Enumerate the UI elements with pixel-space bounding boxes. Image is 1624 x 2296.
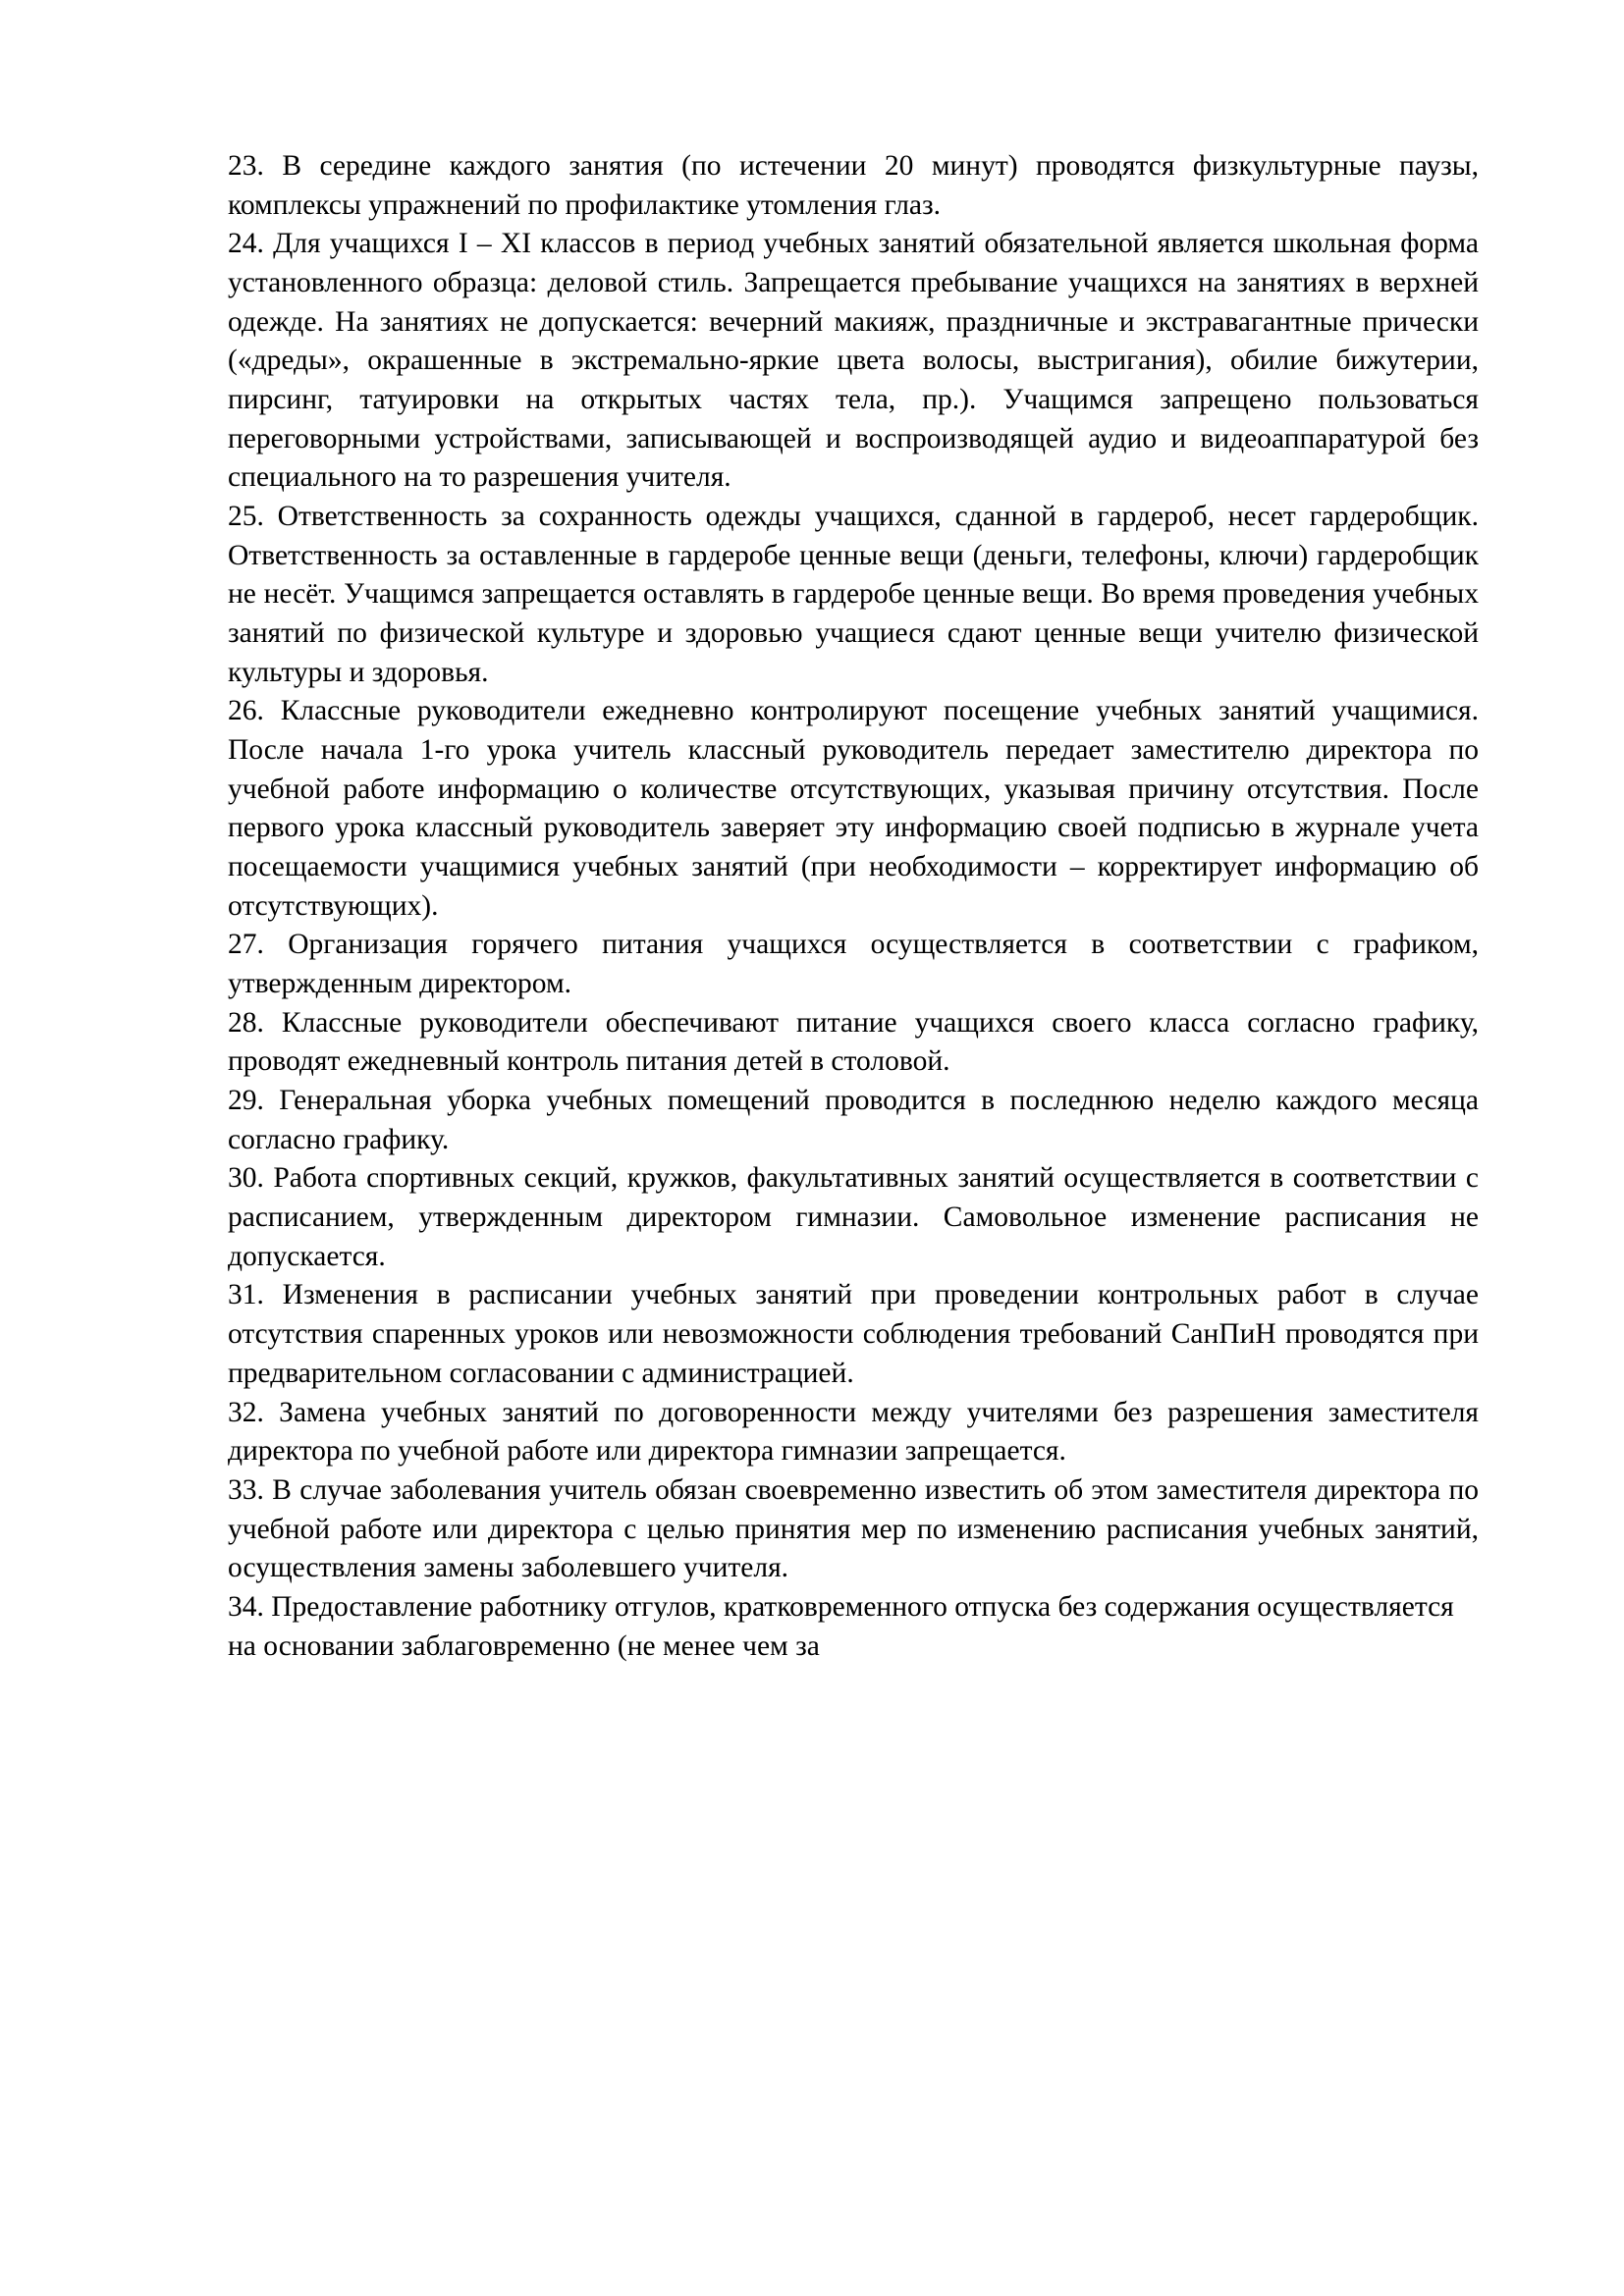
paragraph-28: 28. Классные руководители обеспечивают питание учащихся своего класса согласно графику, проводят ежедневный контроль питания детей в столовой. <box>228 1006 1479 1078</box>
paragraph-34: 34. Предоставление работнику отгулов, кратковременного отпуска без содержания осуществляется на основании заблаговременно (не менее чем за <box>228 1590 1454 1662</box>
document-text-body <box>228 147 1479 1666</box>
paragraph-31: 31. Изменения в расписании учебных занятий при проведении контрольных работ в случае отсутствия спаренных уроков или невозможности соблюдения требований СанПиН проводятся при предварительном согласовании с администрацией. <box>228 1279 1479 1389</box>
paragraph-30: 30. Работа спортивных секций, кружков, факультативных занятий осуществляется в соответствии с расписанием, утвержденным директором гимназии. Самовольное изменение расписания не допускается. <box>228 1162 1479 1272</box>
paragraph-24: 24. Для учащихся I – XI классов в период учебных занятий обязательной является школьная форма установленного образца: деловой стиль. Запрещается пребывание учащихся на занятиях в верхней одежде. На занятиях не допускается: вечерний макияж, праздничные и экстравагантные прически («дреды», окрашенные в экстремально-яркие цвета волосы, выстригания), обилие бижутерии, пирсинг, татуировки на открытых частях тела, пр.). Учащимся запрещено пользоваться переговорными устройствами, записывающей и воспроизводящей аудио и видеоаппаратурой без специального на то разрешения учителя. <box>228 228 1479 494</box>
paragraph-32: 32. Замена учебных занятий по договоренности между учителями без разрешения заместителя директора по учебной работе или директора гимназии запрещается. <box>228 1396 1479 1468</box>
paragraph-27: 27. Организация горячего питания учащихся осуществляется в соответствии с графиком, утвержденным директором. <box>228 929 1479 1000</box>
paragraph-29: 29. Генеральная уборка учебных помещений проводится в последнюю неделю каждого месяца согласно графику. <box>228 1085 1479 1155</box>
paragraph-23: 23. В середине каждого занятия (по истечении 20 минут) проводятся физкультурные паузы, комплексы упражнений по профилактике утомления глаз. <box>228 150 1479 221</box>
paragraph-25: 25. Ответственность за сохранность одежды учащихся, сданной в гардероб, несет гардеробщик. Ответственность за оставленные в гардеробе ценные вещи (деньги, телефоны, ключи) гардеробщик не несёт. Учащимся запрещается оставлять в гардеробе ценные вещи. Во время проведения учебных занятий по физической культуре и здоровью учащиеся сдают ценные вещи учителю физической культуры и здоровья. <box>228 501 1479 688</box>
paragraph-26: 26. Классные руководители ежедневно контролируют посещение учебных занятий учащимися. После начала 1-го урока учитель классный руководитель передает заместителю директора по учебной работе информацию о количестве отсутствующих, указывая причину отсутствия. После первого урока классный руководитель заверяет эту информацию своей подписью в журнале учета посещаемости учащимися учебных занятий (при необходимости – корректирует информацию об отсутствующих). <box>228 695 1479 922</box>
paragraph-33: 33. В случае заболевания учитель обязан своевременно известить об этом заместителя директора по учебной работе или директора с целью принятия мер по изменению расписания учебных занятий, осуществления замены заболевшего учителя. <box>228 1473 1479 1584</box>
